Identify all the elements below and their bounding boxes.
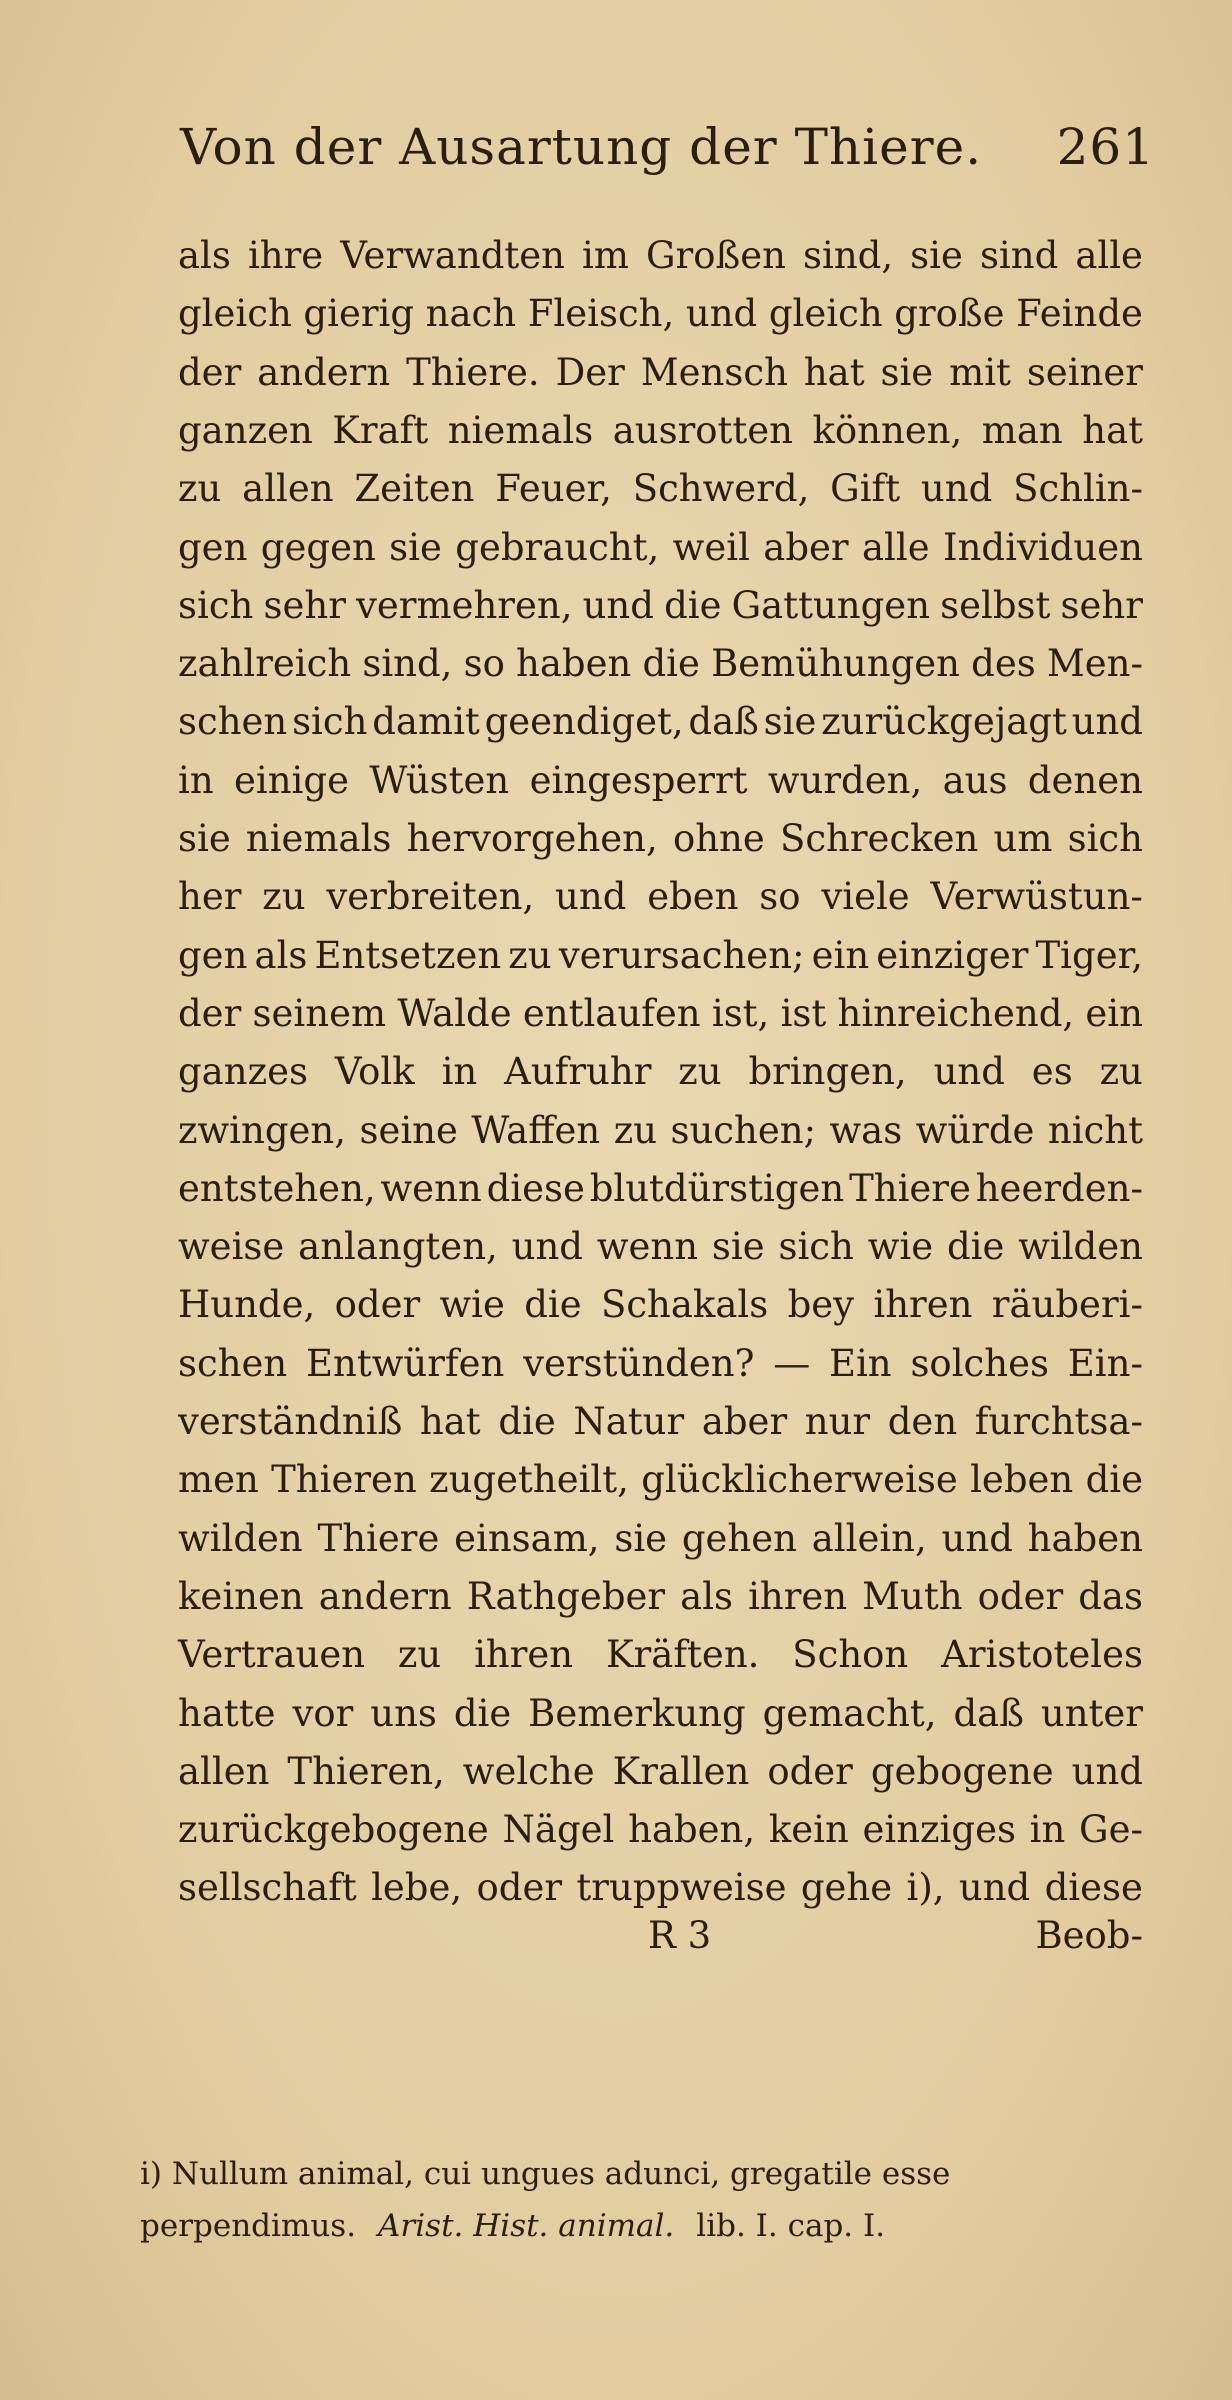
footnote-line-1: [140, 2148, 1070, 2200]
text-line: Vertrauen zu ihren Kräften. Schon Aristoteles: [178, 1633, 1143, 1677]
footnote-text-3: lib. I. cap. I.: [696, 2208, 886, 2244]
text-line: zu allen Zeiten Feuer, Schwerd, Gift und Schlin-: [178, 467, 1143, 511]
text-line: keinen andern Rathgeber als ihren Muth oder das: [178, 1574, 1143, 1618]
text-line: allen Thieren, welche Krallen oder gebogene und: [178, 1749, 1143, 1793]
text-line: der seinem Walde entlaufen ist, ist hinreichend, ein: [178, 991, 1143, 1035]
footnote-line-2: [140, 2200, 1070, 2252]
text-line: entstehen, wenn diese blutdürstigen Thiere heerden-: [178, 1166, 1143, 1210]
text-line: sie niemals hervorgehen, ohne Schrecken um sich: [178, 817, 1143, 860]
text-line: zurückgebogene Nägel haben, kein einziges in Ge-: [178, 1808, 1143, 1852]
text-line: als ihre Verwandten im Großen sind, sie sind alle: [178, 234, 1143, 277]
text-line: gen als Entsetzen zu verursachen; ein einziger Tiger,: [178, 933, 1143, 977]
footnote-text-2: perpendimus.: [140, 2208, 357, 2244]
text-line: in einige Wüsten eingesperrt wurden, aus denen: [178, 758, 1143, 802]
text-line: Hunde, oder wie die Schakals bey ihren räuberi-: [178, 1283, 1143, 1327]
footnote: [140, 2148, 1070, 2252]
signature-line: [178, 1908, 1143, 1964]
text-line: ganzes Volk in Aufruhr zu bringen, und es zu: [178, 1050, 1143, 1094]
text-line: gen gegen sie gebraucht, weil aber alle Individuen: [178, 525, 1143, 569]
text-line: hatte vor uns die Bemerkung gemacht, daß unter: [178, 1691, 1143, 1735]
text-line: verständniß hat die Natur aber nur den furchtsa-: [178, 1400, 1143, 1443]
text-line: wilden Thiere einsam, sie gehen allein, und haben: [178, 1516, 1143, 1560]
text-line: sich sehr vermehren, und die Gattungen selbst sehr: [178, 583, 1143, 627]
footnote-citation: Arist. Hist. animal.: [378, 2208, 675, 2244]
catchword: Beob-: [1035, 1914, 1143, 1957]
chapter-title: Von der Ausartung der Thiere.: [180, 118, 983, 176]
text-line: gleich gierig nach Fleisch, und gleich große Feinde: [178, 292, 1143, 336]
signature-mark: R 3: [648, 1914, 712, 1957]
text-line: ganzen Kraft niemals ausrotten können, man hat: [178, 408, 1143, 452]
text-line: sellschaft lebe, oder truppweise gehe i), und diese: [178, 1866, 1143, 1910]
text-line: her zu verbreiten, und eben so viele Verwüstun-: [178, 875, 1143, 919]
text-line: der andern Thiere. Der Mensch hat sie mit seiner: [178, 350, 1143, 394]
text-line: zwingen, seine Waffen zu suchen; was würde nicht: [178, 1108, 1143, 1152]
text-line: zahlreich sind, so haben die Bemühungen des Men-: [178, 642, 1143, 686]
page-number: 261: [1056, 118, 1155, 176]
text-line: schen Entwürfen verstünden? — Ein solches Ein-: [178, 1341, 1143, 1385]
text-line: weise anlangten, und wenn sie sich wie die wilden: [178, 1225, 1143, 1269]
text-line: schen sich damit geendiget, daß sie zurückgejagt und: [178, 700, 1143, 744]
text-line: men Thieren zugetheilt, glücklicherweise leben die: [178, 1458, 1143, 1502]
footnote-text-1: i) Nullum animal, cui ungues adunci, gregatile esse: [140, 2156, 951, 2192]
